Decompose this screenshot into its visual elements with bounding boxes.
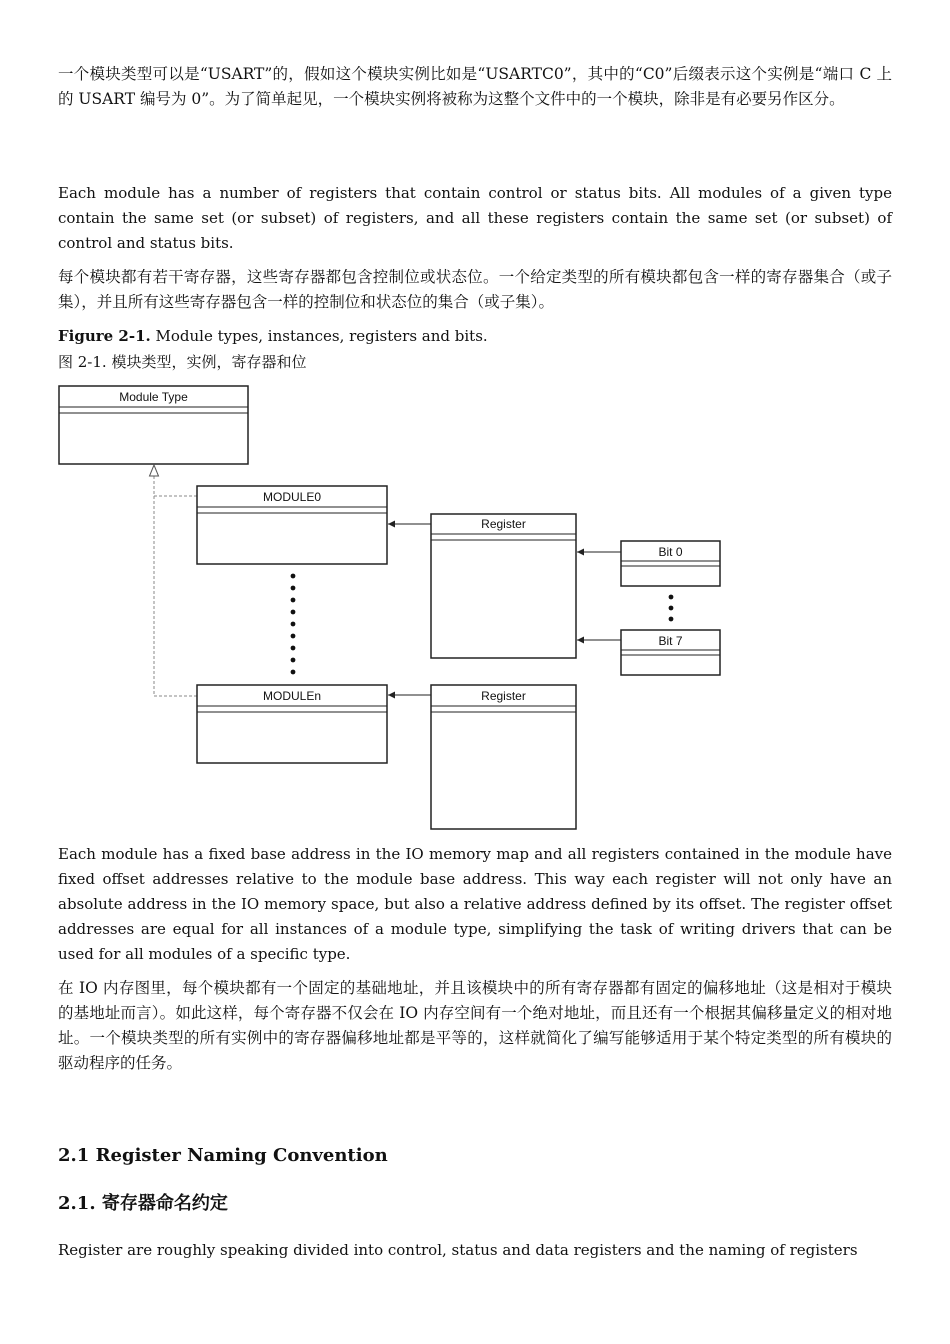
- paragraph-addresses-cn: 在 IO 内存图里，每个模块都有一个固定的基础地址，并且该模块中的所有寄存器都有固定的偏移地址（这是相对于模块的基地址而言）。如此这样，每个寄存器不仅会在 IO 内存空间有一个绝对地址，而且还有一个根据其偏移量定义的相对地址。一个模块类型的所有实例中的寄存器偏移地址都是平等的，这样就简化了编写能够适用于某个特定类型的所有模块的驱动程序的任务。: [58, 979, 892, 1072]
- figure-caption-label: Figure 2-1.: [58, 327, 151, 345]
- paragraph-naming-en: Register are roughly speaking divided into control, status and data registers and the naming of registers: [58, 1241, 858, 1259]
- module0-label: MODULE0: [262, 490, 322, 504]
- module-type-label: Module Type: [119, 390, 188, 404]
- bit0-box: [621, 541, 720, 586]
- module-ellipsis-dots: [291, 574, 296, 675]
- bit7-label: Bit 7: [658, 634, 683, 648]
- section-heading-cn: 2.1. 寄存器命名约定: [58, 1193, 228, 1214]
- modulen-label: MODULEn: [262, 689, 322, 703]
- register-top-box: [431, 514, 576, 658]
- register-bottom-label: Register: [481, 689, 526, 703]
- paragraph-addresses-en: Each module has a fixed base address in the IO memory map and all registers contained in the module have fixed offset addresses relative to the module base address. This way each register will not only have an absolute address in the IO memory space, but also a relative address defined by its offset. The register offset addresses are equal for all instances of a module type, simplifying the task of writing drivers that can be used for all modules of a specific type.: [58, 845, 892, 963]
- paragraph-registers-en: Each module has a number of registers that contain control or status bits. All modules of a given type contain the same set (or subset) of registers, and all these registers contain the same set (or subset) of control and status bits.: [58, 184, 892, 252]
- register-bottom-box: [431, 685, 576, 829]
- modulen-box: [197, 685, 387, 763]
- paragraph-registers-cn: 每个模块都有若干寄存器，这些寄存器都包含控制位或状态位。一个给定类型的所有模块都包含一样的寄存器集合（或子集），并且所有这些寄存器包含一样的控制位和状态位的集合（或子集）。: [58, 268, 892, 311]
- bit0-label: Bit 0: [658, 545, 683, 559]
- module0-box: [197, 486, 387, 564]
- paragraph-module-instance-cn: 一个模块类型可以是“USART”的，假如这个模块实例比如是“USARTC0”，其中的“C0”后缀表示这个实例是“端口 C 上的 USART 编号为 0”。为了简单起见，一个模块实例将被称为这整个文件中的一个模块，除非是有必要另作区分。: [58, 65, 892, 108]
- bit7-box: [621, 630, 720, 675]
- figure-caption-text: Module types, instances, registers and bits.: [150, 327, 488, 345]
- bit-ellipsis-dots: [669, 595, 674, 622]
- figure-caption-cn: 图 2-1. 模块类型，实例，寄存器和位: [58, 353, 307, 371]
- inheritance-connector: [150, 465, 198, 696]
- section-heading-en: 2.1 Register Naming Convention: [58, 1145, 388, 1166]
- register-top-label: Register: [481, 517, 526, 531]
- module-type-box: [59, 386, 248, 464]
